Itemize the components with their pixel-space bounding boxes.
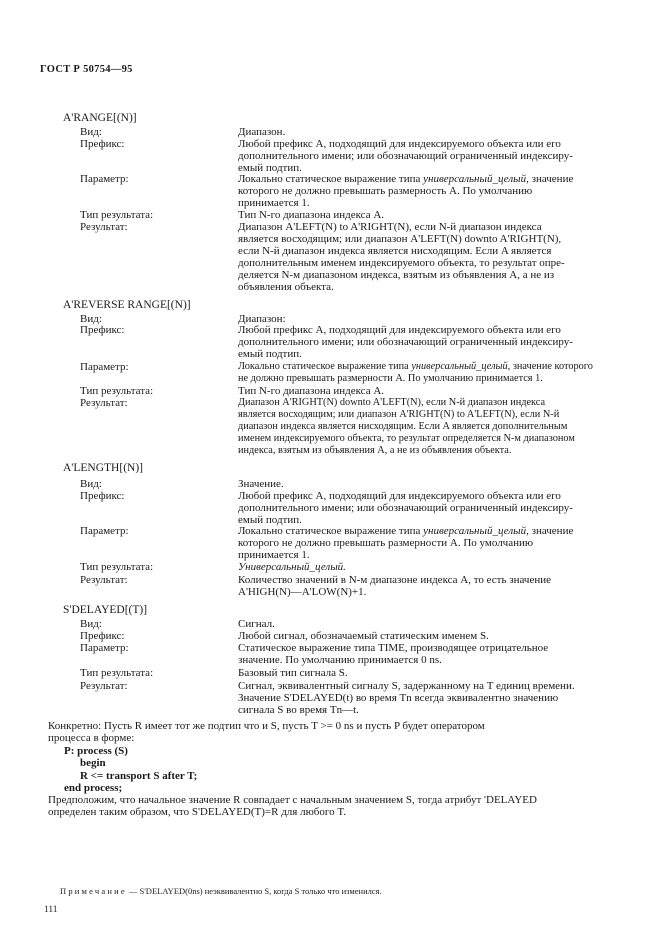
attribute-title-length: A'LENGTH[(N)] [63,462,143,474]
row-label: Вид: [80,618,102,630]
code-line: P: process (S) [64,745,128,757]
row-value: Тип N-го диапазона индекса A. [238,209,385,221]
conclusion-after: Предположим, что начальное значение R совпадает с начальным значением S, тогда атрибут 'DELAYED определен таким образом, что S'DELAYED(T)=R для любого T. [48,794,537,818]
row-label: Префикс: [80,490,125,502]
note-label: Примечание [60,886,127,896]
attribute-title-range: A'RANGE[(N)] [63,112,137,124]
attribute-title-reverse-range: A'REVERSE RANGE[(N)] [63,299,191,311]
row-value: Локально статическое выражение типа универсальный_целый, значение которого не должно превышать размерности A. По умолчанию принимается 1. [238,525,574,561]
row-value: Любой сигнал, обозначаемый статическим именем S. [238,630,489,642]
row-value: Локально статическое выражение типа универсальный_целый, значение которого не должно превышать размерности A. По умолчанию принимается 1. [238,361,593,384]
row-value: Универсальный_целый. [238,561,346,573]
row-label: Вид: [80,126,102,138]
note-text: — S'DELAYED(0ns) неэквивалентно S, когда S только что изменился. [126,886,382,896]
conclusion-intro: Конкретно: Пусть R имеет тот же подтип что и S, пусть T >= 0 ns и пусть P будет оператором процесса в форме: [48,720,485,744]
row-label: Результат: [80,574,128,586]
row-value: Любой префикс A, подходящий для индексируемого объекта или его дополнительного имени; или обозначающий ограниченный индексиру- емый подтип. [238,138,573,174]
attribute-title-delayed: S'DELAYED[(T)] [63,604,148,616]
row-label: Параметр: [80,361,129,373]
row-value: Любой префикс A, подходящий для индексируемого объекта или его дополнительного имени; или обозначающий ограниченный индексиру- емый подтип. [238,490,573,526]
row-label: Результат: [80,397,128,409]
row-value: Сигнал, эквивалентный сигналу S, задержанному на T единиц времени. Значение S'DELAYED(t) во время Tn всегда эквивалентно значению сигнала S во время Tn—t. [238,680,575,716]
row-label: Префикс: [80,324,125,336]
row-value: Тип N-го диапазона индекса A. [238,385,385,397]
row-label: Параметр: [80,173,129,185]
row-value: Сигнал. [238,618,275,630]
row-label: Тип результата: [80,209,154,221]
note [60,886,382,896]
page-number: 111 [44,905,58,915]
row-label: Префикс: [80,630,125,642]
row-value: Базовый тип сигнала S. [238,667,348,679]
code-line: begin [80,757,106,769]
row-label: Параметр: [80,642,129,654]
row-label: Тип результата: [80,667,154,679]
row-value: Локально статическое выражение типа универсальный_целый, значение которого не должно превышать размерность A. По умолчанию принимается 1. [238,173,574,209]
row-label: Тип результата: [80,385,154,397]
row-value: Количество значений в N-м диапазоне индекса A, то есть значение A'HIGH(N)—A'LOW(N)+1. [238,574,552,598]
row-label: Параметр: [80,525,129,537]
row-label: Результат: [80,680,128,692]
code-line: end process; [64,782,123,794]
row-label: Префикс: [80,138,125,150]
row-value: Диапазон: [238,313,286,325]
row-value: Любой префикс A, подходящий для индексируемого объекта или его дополнительного имени; или обозначающий ограниченный индексиру- емый подтип. [238,324,573,360]
row-label: Вид: [80,478,102,490]
row-value: Значение. [238,478,284,490]
row-label: Результат: [80,221,128,233]
code-line: R <= transport S after T; [80,770,198,782]
row-label: Вид: [80,313,102,325]
row-value: Диапазон A'RIGHT(N) downto A'LEFT(N), если N-й диапазон индекса является восходящим; или диапазон A'RIGHT(N) to A'LEFT(N), если N-й диапазон индекса является нисходящим. Если A является дополнительным именем индексируемого объекта, то результат определяется N-м диапазоном индекса, взятым из объявления A, а не из объявления объекта. [238,397,575,456]
row-value: Статическое выражение типа TIME, производящее отрицательное значение. По умолчанию принимается 0 ns. [238,642,549,666]
row-label: Тип результата: [80,561,154,573]
document-header: ГОСТ Р 50754—95 [40,64,133,75]
row-value: Диапазон A'LEFT(N) to A'RIGHT(N), если N-й диапазон индекса является восходящим; или диапазон A'LEFT(N) downto A'RIGHT(N), если N-й диапазон индекса является нисходящим. Если A является дополнительным именем индексируемого объекта, то результат опре- деляется N-м диапазоном индекса, взятым из объявления A, а не из объявления объекта. [238,221,565,293]
row-value: Диапазон. [238,126,286,138]
